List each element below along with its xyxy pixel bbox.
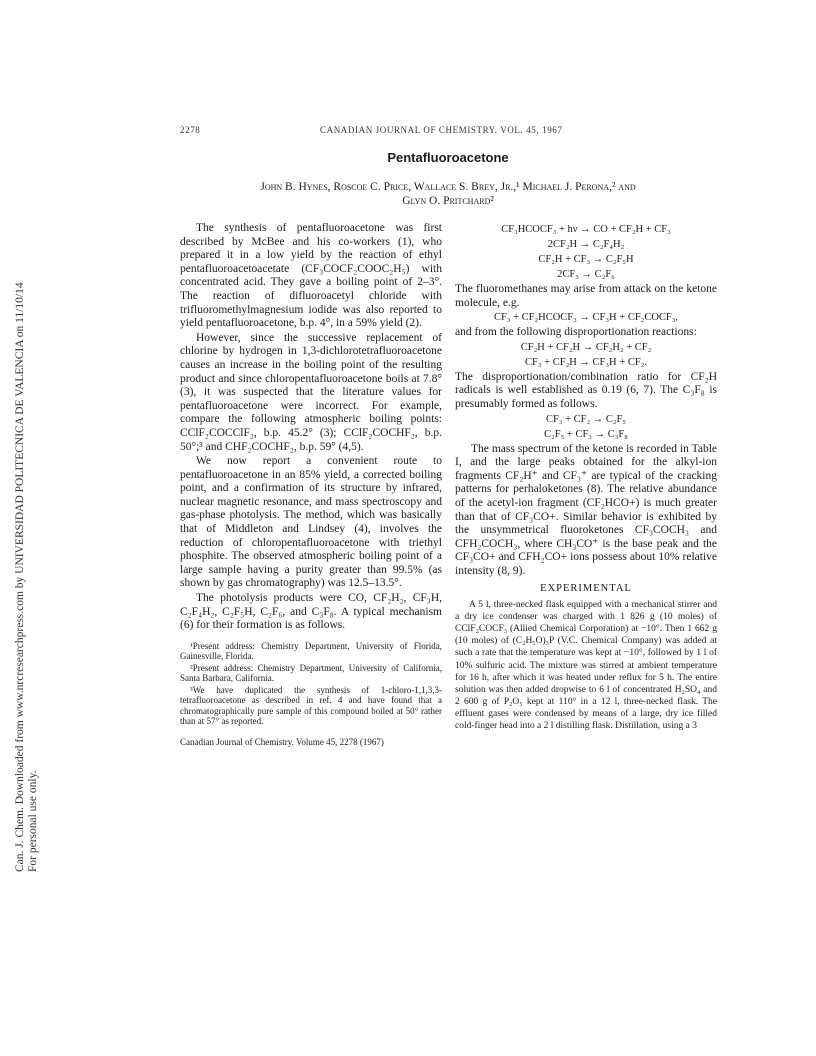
- paragraph: The photolysis products were CO, CF₂H₂, CF₃H, C₂F₄H₂, C₂F₅H, C₂F₆, and C₃F₈. A typical mechanism (6) for their formation is as follows.: [180, 592, 442, 632]
- journal-running-title: CANADIAN JOURNAL OF CHEMISTRY. VOL. 45, 1967: [320, 125, 563, 135]
- article-title: Pentafluoroacetone: [387, 150, 509, 165]
- watermark-line-1: Can. J. Chem. Downloaded from www.nrcresearchpress.com by UNIVERSIDAD POLITECNICA DE VALENCIA on 11/10/14: [14, 282, 26, 872]
- author-line-2: Glyn O. Pritchard²: [402, 195, 494, 207]
- left-column: [180, 222, 442, 749]
- equation: CF₃HCOCF₃ + hν → CO + CF₂H + CF₃: [501, 224, 671, 235]
- equation: CF₂H + CF₂H → CF₂H₂ + CF₂: [520, 341, 652, 353]
- section-heading: EXPERIMENTAL: [540, 582, 632, 594]
- page-number: 2278: [180, 125, 201, 135]
- footnote-2: ²Present address: Chemistry Department, University of California, Santa Barbara, California.: [180, 662, 442, 684]
- footnote-3: ³We have duplicated the synthesis of 1-chloro-1,1,3,3-tetrafluoroacetone as described in ref. 4 and have found that a chromatographically pure sample of this compound boiled at 50° rather than at 57° as reported.: [180, 684, 442, 727]
- paragraph: and from the following disproportionation reactions:: [455, 326, 697, 339]
- experimental-text: [455, 599, 717, 732]
- paragraph: The disproportionation/combination ratio for CF₂H radicals is well established as 0.19 (6, 7). The C₃F₈ is presumably formed as follows.: [455, 370, 717, 410]
- footnotes: [180, 641, 442, 727]
- equation: CF₃ + CF₂ → C₂F₅: [545, 413, 627, 425]
- paragraph: A 5 l, three-necked flask equipped with a mechanical stirrer and a dry ice condenser was charged with 1 826 g (10 moles) of CClF₂COCF₃ (Allied Chemical Corporation) at −10°. Then 1 662 g (10 moles) of (C₂H₅O)₃P (V.C. Chemical Company) was added at such a rate that the temperature was kept at −10°, followed by 1 l of 10% sulfuric acid. The mixture was stirred at ambient temperature for 16 h, after which it was heated under reflux for 5 h. The entire solution was then added dropwise to 6 l of concentrated H₂SO₄ and 2 600 g of P₂O₅ kept at 110° in a 12 l, three-necked flask. The effluent gases were condensed by means of a large, dry ice filled cold-finger head into a 2 l distilling flask. Distillation, using a 3: [455, 600, 717, 732]
- equation: CF₂H + CF₃ → C₂F₅H: [538, 254, 634, 265]
- paragraph: The mass spectrum of the ketone is recorded in Table I, and the large peaks obtained for the alkyl-ion fragments CF₂H⁺ and CF₃⁺ are typical of the cracking patterns for perhaloketones (8). The relative abundance of the acetyl-ion fragment (CF₂HCO+) is much greater than that of CF₃CO+. Similar behavior is exhibited by the unsymmetrical fluoroketones CF₃COCH₃ and CFH₂COCH₃, where CH₃CO⁺ is the base peak and the CF₃CO+ and CFH₂CO+ ions possess about 10% relative intensity (8, 9).: [455, 442, 717, 577]
- paragraph: The fluoromethanes may arise from attack on the ketone molecule, e.g.: [455, 283, 717, 309]
- equation: 2CF₃ → C₂F₆: [557, 269, 615, 280]
- right-column: [455, 222, 717, 733]
- paragraph: The synthesis of pentafluoroacetone was first described by McBee and his co-workers (1), who prepared it in a low yield by the reaction of ethyl pentafluoroacetoacetate (CF₃COCF₂COOC₂H₅) with concentrated acid. They gave a boiling point of 2–3°. The reaction of difluoroacetyl chloride with trifluoromethylmagnesium iodide was also reported to yield pentafluoroacetone, b.p. 4°, in a 59% yield (2).: [180, 222, 442, 330]
- download-watermark: [14, 172, 40, 872]
- equation: 2CF₂H → C₂F₄H₂: [547, 239, 625, 250]
- author-list: [180, 180, 716, 208]
- equation: CF₃ + CF₂HCOCF₃ → CF₃H + CF₂COCF₃,: [493, 312, 679, 324]
- equation: C₂F₅ + CF₃ → C₃F₈: [544, 428, 628, 440]
- journal-footer: Canadian Journal of Chemistry. Volume 45, 2278 (1967): [180, 736, 384, 747]
- paragraph: However, since the successive replacement of chlorine by hydrogen in 1,3-dichlorotetrafluoroacetone causes an increase in the boiling point of the resulting product and since chloropentafluoroacetone boils at 7.8° (3), it was suspected that the literature values for pentafluoroacetone were incorrect. For example, compare the following atmospheric boiling points: CClF₂COCClF₂, b.p. 45.2° (3); CClF₂COCHF₂, b.p. 50°;³ and CHF₂COCHF₂, b.p. 59° (4,5).: [180, 331, 442, 453]
- author-line-1: John B. Hynes, Roscoe C. Price, Wallace S. Brey, Jr.,¹ Michael J. Perona,² and: [260, 181, 636, 193]
- paragraph: We now report a convenient route to pentafluoroacetone in an 85% yield, a corrected boiling point, and a confirmation of its structure by infrared, nuclear magnetic resonance, and mass spectroscopy and gas-phase photolysis. The method, which was basically that of Middleton and Lindsey (4), involves the reduction of chloropentafluoroacetone with triethyl phosphite. The observed atmospheric boiling point of a large sample having a purity greater than 99.5% (as shown by gas chromatography) was 12.5–13.5°.: [180, 455, 442, 590]
- equation: CF₃ + CF₂H → CF₃H + CF₂.: [525, 356, 647, 368]
- watermark-line-2: For personal use only.: [27, 770, 39, 872]
- footnote-1: ¹Present address: Chemistry Department, University of Florida, Gainesville, Florida.: [180, 640, 442, 662]
